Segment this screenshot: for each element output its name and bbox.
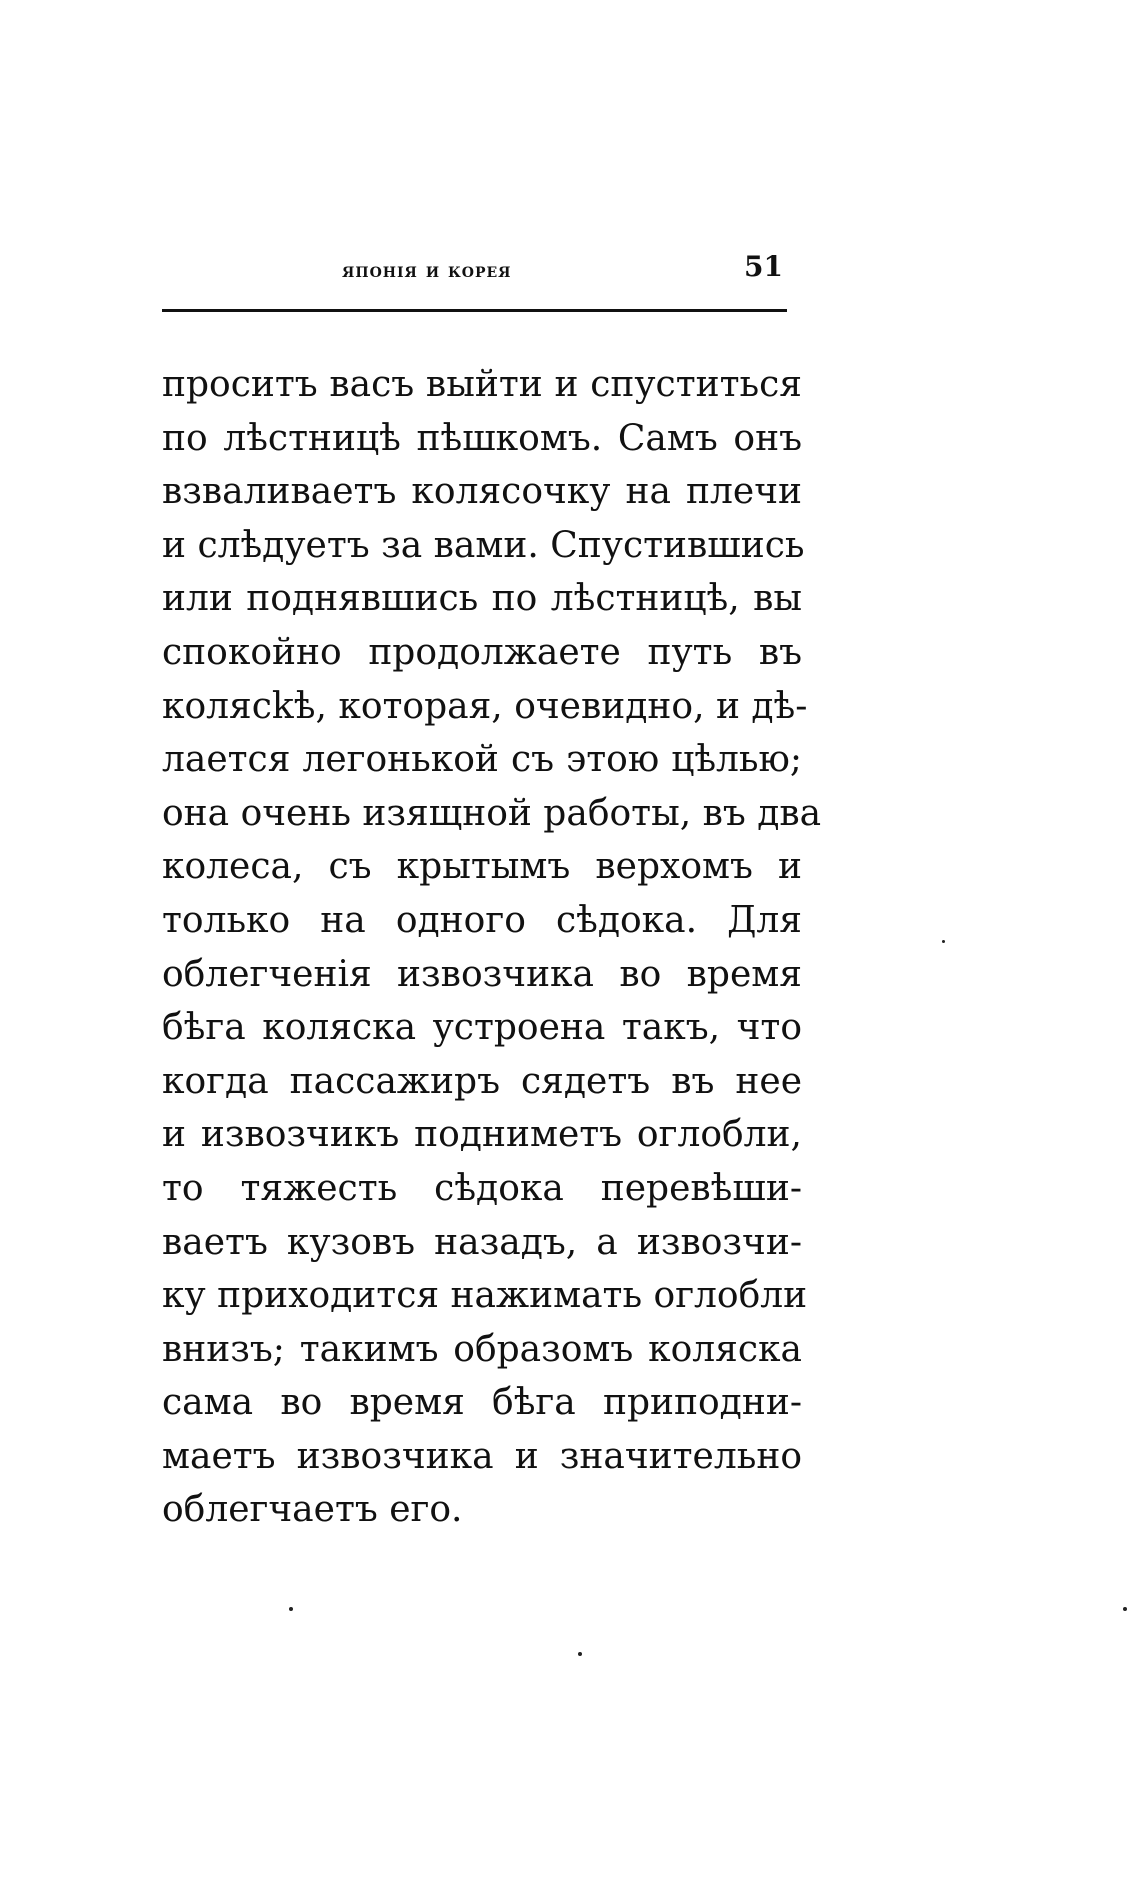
text-line: лается легонькой съ этою цѣлью; (162, 739, 802, 781)
text-line: или поднявшись по лѣстницѣ, вы (162, 578, 802, 620)
page-number: 51 (744, 250, 783, 283)
text-line: и извозчикъ подниметъ оглобли, (162, 1114, 802, 1156)
text-line: и слѣдуетъ за вами. Спустившись (162, 524, 805, 566)
text-line: ваетъ кузовъ назадъ, а извозчи- (162, 1221, 802, 1263)
text-line: по лѣстницѣ пѣшкомъ. Самъ онъ (162, 417, 802, 459)
text-line: внизъ; такимъ образомъ коляска (162, 1328, 802, 1370)
running-head (162, 250, 787, 290)
header-rule (162, 309, 787, 312)
print-speck (578, 1652, 582, 1656)
text-line: колясkѣ, которая, очевидно, и дѣ- (162, 685, 808, 727)
body-text (162, 358, 822, 1537)
text-line: она очень изящной работы, въ два (162, 792, 822, 834)
text-line: сама во время бѣга приподни- (162, 1382, 802, 1424)
text-line: ку приходится нажимать оглобли (162, 1275, 808, 1317)
text-line: то тяжесть сѣдока перевѣши- (162, 1167, 802, 1209)
text-line: взваливаетъ колясочку на плечи (162, 471, 802, 513)
text-line: спокойно продолжаете путь въ (162, 631, 802, 673)
text-line: когда пассажиръ сядетъ въ нее (162, 1060, 802, 1102)
text-line: проситъ васъ выйти и спуститься (162, 364, 802, 405)
print-speck (289, 1607, 293, 1611)
text-line: облегчаетъ его. (162, 1489, 463, 1531)
text-line: облегченія извозчика во время (162, 953, 802, 995)
running-title: японія и корея (342, 258, 512, 282)
text-line: только на одного сѣдока. Для (162, 899, 802, 941)
text-line: колеса, съ крытымъ верхомъ и (162, 846, 802, 888)
text-line: бѣга коляска устроена такъ, что (162, 1007, 802, 1049)
print-speck (942, 940, 945, 943)
text-line: маетъ извозчика и значительно (162, 1435, 802, 1477)
print-speck (1123, 1607, 1127, 1611)
